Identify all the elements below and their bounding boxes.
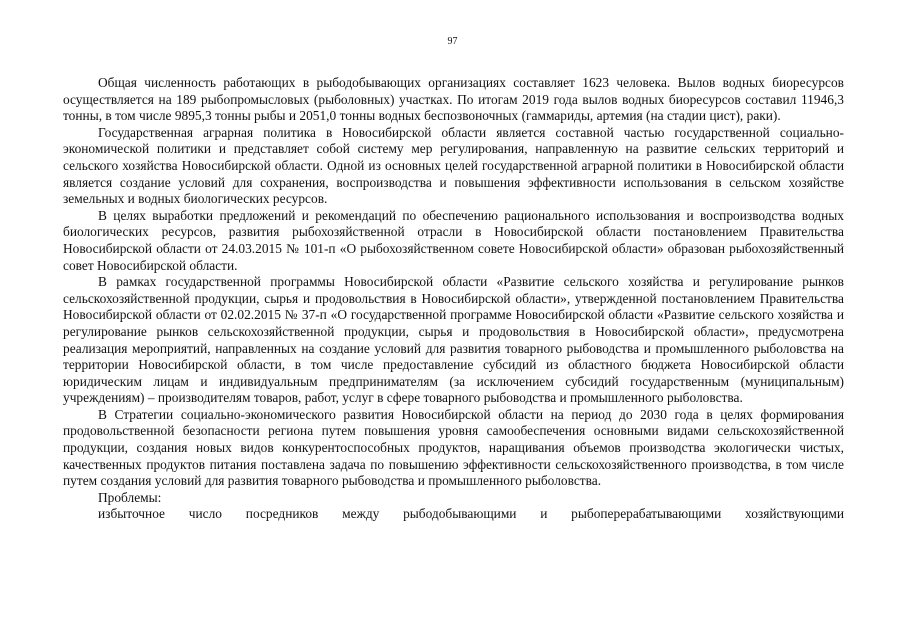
paragraph-problems-heading: Проблемы: — [98, 489, 162, 505]
paragraph-development-strategy: В Стратегии социально-экономического развития Новосибирской области на период до 2030 года в целях формирования продовольственной безопасности региона путем повышения уровня самообеспечения основными видами сельскохозяйственной продукции, создания новых видов конкурентоспособных продуктов, наращивания объемов производства экологически чистых, качественных продуктов питания поставлена задача по повышению эффективности сельскохозяйственного производства, в том числе путем создания условий для развития товарного рыбоводства и промышленного рыболовства. — [63, 406, 844, 489]
page-number: 97 — [447, 36, 458, 47]
document-body — [63, 75, 844, 523]
paragraph-fishing-statistics: Общая численность работающих в рыбодобывающих организациях составляет 1623 человека. Вылов водных биоресурсов осуществляется на 189 рыбопромысловых (рыболовных) участках. По итогам 2019 года вылов водных биоресурсов составил 11946,3 тонны, в том числе 9895,3 тонны рыбы и 2051,0 тонны водных беспозвоночных (гаммариды, артемия (на стадии цист), раки). — [63, 75, 844, 124]
paragraph-state-program: В рамках государственной программы Новосибирской области «Развитие сельского хозяйства и регулирование рынков сельскохозяйственной продукции, сырья и продовольствия в Новосибирской области», утвержденной постановлением Правительства Новосибирской области от 02.02.2015 № 37-п «О государственной программе Новосибирской области «Развитие сельского хозяйства и регулирование рынков сельскохозяйственной продукции, сырья и продовольствия в Новосибирской области», предусмотрена реализация мероприятий, направленных на создание условий для развития товарного рыбоводства и промышленного рыболовства на территории Новосибирской области, в том числе предоставление субсидий из областного бюджета Новосибирской области юридическим лицам и индивидуальным предпринимателям (за исключением субсидий государственным (муниципальным) учреждениям) – производителям товаров, работ, услуг в сфере товарного рыбоводства и промышленного рыболовства. — [63, 274, 844, 406]
paragraph-agrarian-policy: Государственная аграрная политика в Новосибирской области является составной частью государственной социально-экономической политики и представляет собой систему мер регулирования, направленную на развитие сельских территорий и сельского хозяйства Новосибирской области. Одной из основных целей государственной аграрной политики в Новосибирской области является создание условий для сохранения, воспроизводства и повышения эффективности использования в сельском хозяйстве земельных и водных биологических ресурсов. — [63, 124, 844, 207]
paragraph-problem-item: избыточное число посредников между рыбодобывающими и рыбоперерабатывающими хозяйствующими — [98, 506, 844, 522]
paragraph-fisheries-council: В целях выработки предложений и рекомендаций по обеспечению рационального использования и воспроизводства водных биологических ресурсов, развития рыбохозяйственной отрасли в Новосибирской области постановлением Правительства Новосибирской области от 24.03.2015 № 101-п «О рыбохозяйственном совете Новосибирской области» образован рыбохозяйственный совет Новосибирской области. — [63, 207, 844, 273]
